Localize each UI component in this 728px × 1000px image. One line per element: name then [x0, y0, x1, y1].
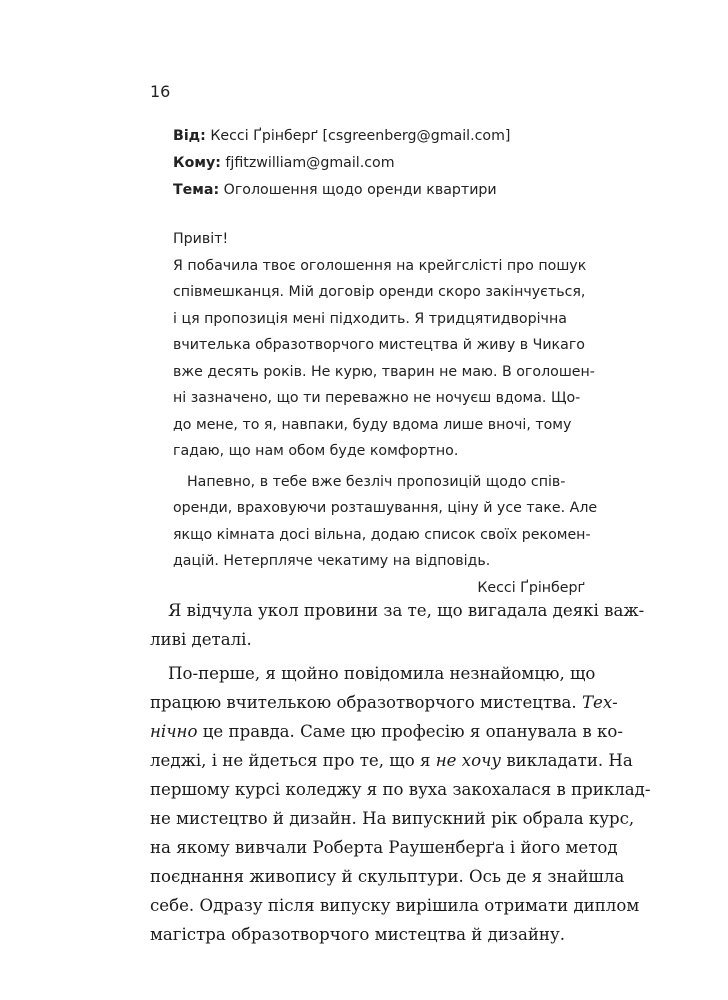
email-signature: Кессі Ґрінберґ — [477, 579, 585, 596]
narrative-line: Я відчула укол провини за те, що вигадала деякі важ- — [168, 601, 645, 620]
email-line: Напевно, в тебе вже безліч пропозицій щодо спів- — [187, 473, 566, 490]
narrative-line — [150, 746, 633, 775]
narrative-emphasis: нічно — [150, 722, 198, 741]
narrative-paragraph-2 — [150, 659, 651, 949]
narrative-line: першому курсі коледжу я по вуха закохалася в приклад- — [150, 780, 651, 799]
subject-value: Оголошення щодо оренди квартири — [219, 182, 497, 198]
email-line: вчителька образотворчого мистецтва й живу в Чикаго — [173, 337, 585, 353]
narrative-line: магістра образотворчого мистецтва й дизайну. — [150, 925, 565, 944]
email-line: вже десять років. Не курю, тварин не маю. В оголошен- — [173, 363, 595, 380]
email-line: до мене, то я, навпаки, буду вдома лише вночі, тому — [173, 416, 572, 433]
subject-label: Тема: — [173, 182, 220, 198]
narrative-line — [150, 717, 623, 746]
narrative-text-run: викладати. На — [501, 751, 633, 770]
narrative-line: поєднання живопису й скульптури. Ось де я знайшла — [150, 867, 625, 886]
narrative-emphasis: не хочу — [435, 751, 502, 770]
email-line: ні зазначено, що ти переважно не ночуєш вдома. Що- — [173, 390, 581, 406]
page-number: 16 — [150, 82, 171, 101]
narrative-line: не мистецтво й дизайн. На випускний рік обрала курс, — [150, 809, 635, 828]
email-line: якщо кімната досі вільна, додаю список своїх рекомен- — [173, 526, 591, 543]
email-from — [173, 123, 593, 150]
email-paragraph-2 — [173, 469, 598, 575]
email-subject — [173, 177, 593, 204]
email-paragraph-1 — [173, 253, 593, 465]
narrative-line: на якому вивчали Роберта Раушенберґа і його метод — [150, 838, 618, 857]
narrative-line — [150, 688, 618, 717]
email-to — [173, 150, 593, 177]
email-line: оренди, враховуючи розташування, ціну й усе таке. Але — [173, 500, 598, 516]
to-value: fjfitzwilliam@gmail.com — [220, 155, 395, 171]
email-line: і ця пропозиція мені підходить. Я тридцятидворічна — [173, 310, 567, 327]
narrative-text — [150, 596, 651, 949]
from-value: Кессі Ґрінберґ [csgreenberg@gmail.com] — [205, 128, 511, 144]
to-label: Кому: — [173, 155, 221, 171]
email-line: співмешканця. Мій договір оренди скоро закінчується, — [173, 284, 586, 300]
narrative-paragraph-1 — [150, 596, 645, 654]
email-greeting: Привіт! — [173, 231, 229, 247]
narrative-text-run: це правда. Саме цю професію я опанувала в ко- — [197, 722, 623, 741]
narrative-text-run: леджі, і не йдеться про те, що я — [150, 751, 436, 770]
email-line: гадаю, що нам обом буде комфортно. — [173, 443, 459, 459]
from-label: Від: — [173, 128, 206, 144]
narrative-emphasis: Тех- — [581, 693, 618, 712]
email-block — [173, 123, 598, 602]
narrative-line: ливі деталі. — [150, 630, 252, 649]
narrative-line: себе. Одразу після випуску вирішила отримати диплом — [150, 896, 640, 915]
narrative-line: По-перше, я щойно повідомила незнайомцю, що — [168, 664, 596, 683]
email-line: Я побачила твоє оголошення на крейгслісті про пошук — [173, 257, 587, 274]
narrative-text-run: працюю вчителькою образотворчого мистецтва. — [150, 693, 582, 712]
email-line: дацій. Нетерпляче чекатиму на відповідь. — [173, 553, 491, 569]
